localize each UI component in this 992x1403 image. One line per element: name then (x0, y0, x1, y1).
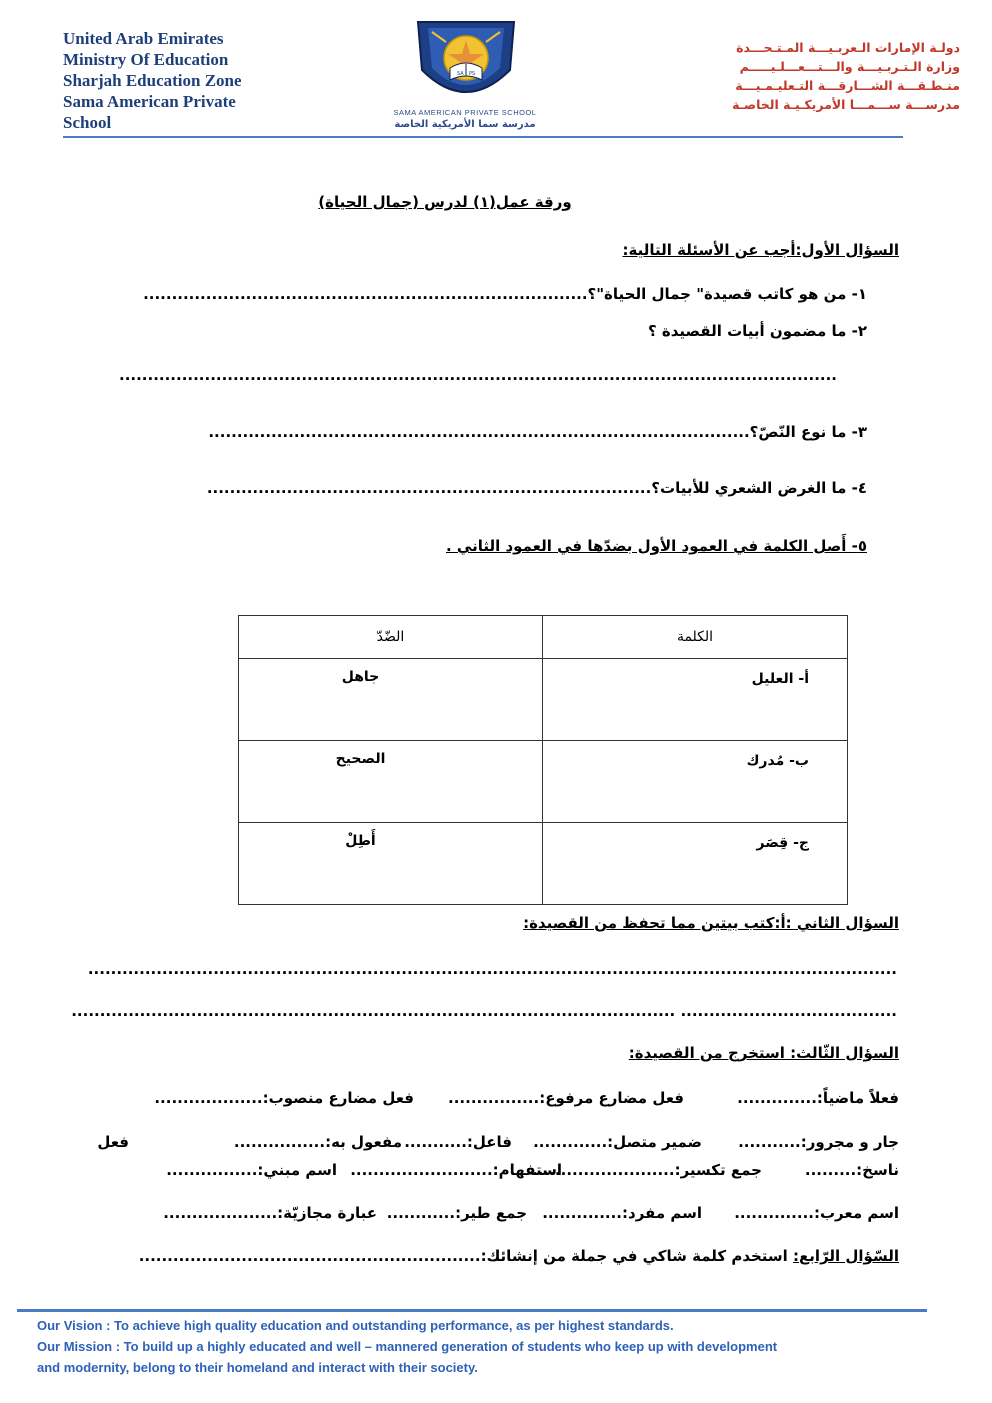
header-english-block (63, 28, 323, 133)
q2-heading: السؤال الثاني :أ:كتب بيتين مما تحفظ من القصيدة: (523, 914, 899, 932)
q3-subject: فاعل:........... (404, 1133, 512, 1151)
q3-figurative-phrase: عبارة مجازيّة:.................... (163, 1204, 377, 1222)
logo-letters-left: SA (457, 71, 464, 77)
table-cell-word: ب- مُدرك (543, 741, 848, 823)
header-divider (63, 136, 903, 138)
q3-nasikh: ناسخ:......... (804, 1161, 899, 1179)
worksheet-title: ورقة عمل(١) لدرس (جمال الحياة) (318, 193, 572, 211)
school-crest-icon (410, 18, 522, 110)
logo-letters-right: PS (469, 71, 476, 77)
q3-interrogative: استفهام:......................... (350, 1161, 562, 1179)
q4-text: استخدم كلمة شاكي في جملة من إنشائك:............................................................ (138, 1247, 794, 1265)
table-header-row (239, 616, 848, 659)
q1-item-4: ٤- ما الغرض الشعري للأبيات؟.............................................................................. (206, 479, 867, 497)
q3-singular-noun: اسم مفرد:.............. (542, 1204, 702, 1222)
header-ar-country: دولـة الإمارات الـعربـيـــة المـتـحـــدة (736, 40, 960, 55)
table-cell-antonym: الصحيح (239, 741, 543, 823)
table-row (239, 741, 848, 823)
q3-plural-bird: جمع طير:............ (386, 1204, 527, 1222)
q3-prep-phrase: جار و مجرور:........... (738, 1133, 899, 1151)
logo-caption-english: SAMA AMERICAN PRIVATE SCHOOL (393, 108, 537, 117)
q1-item-3: ٣- ما نوع النّصّ؟............................................................................................... (208, 423, 867, 441)
matching-table (238, 615, 848, 905)
table-cell-word: ج- قِصَر (543, 823, 848, 905)
q4-line (139, 1247, 899, 1265)
q3-declinable-noun: اسم معرب:.............. (734, 1204, 899, 1222)
q4-heading: السّؤال الرّابع: (793, 1247, 899, 1265)
q3-heading: السؤال الثّالث: استخرج من القصيدة: (628, 1044, 899, 1062)
table-cell-word: أ- العليل (543, 659, 848, 741)
header-country: United Arab Emirates (63, 29, 224, 48)
q3-object: مفعول به:................ (233, 1133, 402, 1151)
header-zone: Sharjah Education Zone (63, 71, 242, 90)
header-ar-zone: منـطـقـــة الشـــارقـــة التـعليـمـيـــة (735, 78, 960, 93)
q1-item-5: ٥- أَصل الكلمة في العمود الأول بضدّها في العمود الثاني . (446, 537, 867, 555)
q3-pronoun: ضمير متصل:............. (533, 1133, 702, 1151)
table-row (239, 823, 848, 905)
q3-past-verb: فعلاً ماضياً:.............. (737, 1089, 899, 1107)
footer-mission-2: and modernity, belong to their homeland and interact with their society. (37, 1360, 478, 1375)
header-arabic-block (680, 38, 960, 114)
school-logo (410, 18, 522, 114)
footer-mission-1: Our Mission : To build up a highly educated and well – mannered generation of students who keep up with development (37, 1339, 778, 1354)
q2-answer-line-1: .............................................................................................................................................. (87, 960, 897, 978)
header-ar-ministry: وزارة الـتـربـيـــة والـــتـــعـــلـيـــــم (739, 59, 960, 74)
logo-caption-arabic: مدرسة سما الأمريكية الخاصة (394, 119, 536, 130)
footer-vision: Our Vision : To achieve high quality education and outstanding performance, as per highest standards. (37, 1318, 674, 1333)
footer (37, 1315, 937, 1378)
header-ar-school: مدرســـة ســـمـــا الأمريكـيـة الخاصـة (732, 97, 960, 112)
header-school-1: Sama American Private (63, 92, 236, 111)
table-header-word: الكلمة (543, 616, 848, 659)
q3-indeclinable-noun: اسم مبني:................ (166, 1161, 337, 1179)
q3-verb-label: فعل (97, 1133, 129, 1151)
q1-item-2-answer-line: .............................................................................................................................. (119, 366, 837, 384)
table-row (239, 659, 848, 741)
table-cell-antonym: أَطِلْ (239, 823, 543, 905)
header-school-2: School (63, 113, 112, 132)
q3-present-accusative: فعل مضارع منصوب:................... (154, 1089, 414, 1107)
table-header-antonym: الضّدّ (239, 616, 543, 659)
table-cell-antonym: جاهل (239, 659, 543, 741)
q3-broken-plural: جمع تكسير:......................... (532, 1161, 762, 1179)
q3-present-nominative: فعل مضارع مرفوع:................ (448, 1089, 684, 1107)
footer-divider (17, 1309, 927, 1312)
q1-item-2: ٢- ما مضمون أبيات القصيدة ؟ (647, 322, 867, 340)
q2-answer-line-2: ...................................... .......................................................................................................... (71, 1002, 897, 1020)
q1-item-1: ١- من هو كاتب قصيدة" جمال الحياة"؟.............................................................................. (143, 285, 867, 303)
header-ministry: Ministry Of Education (63, 50, 229, 69)
q1-heading: السؤال الأول:أجب عن الأسئلة التالية: (622, 241, 899, 259)
